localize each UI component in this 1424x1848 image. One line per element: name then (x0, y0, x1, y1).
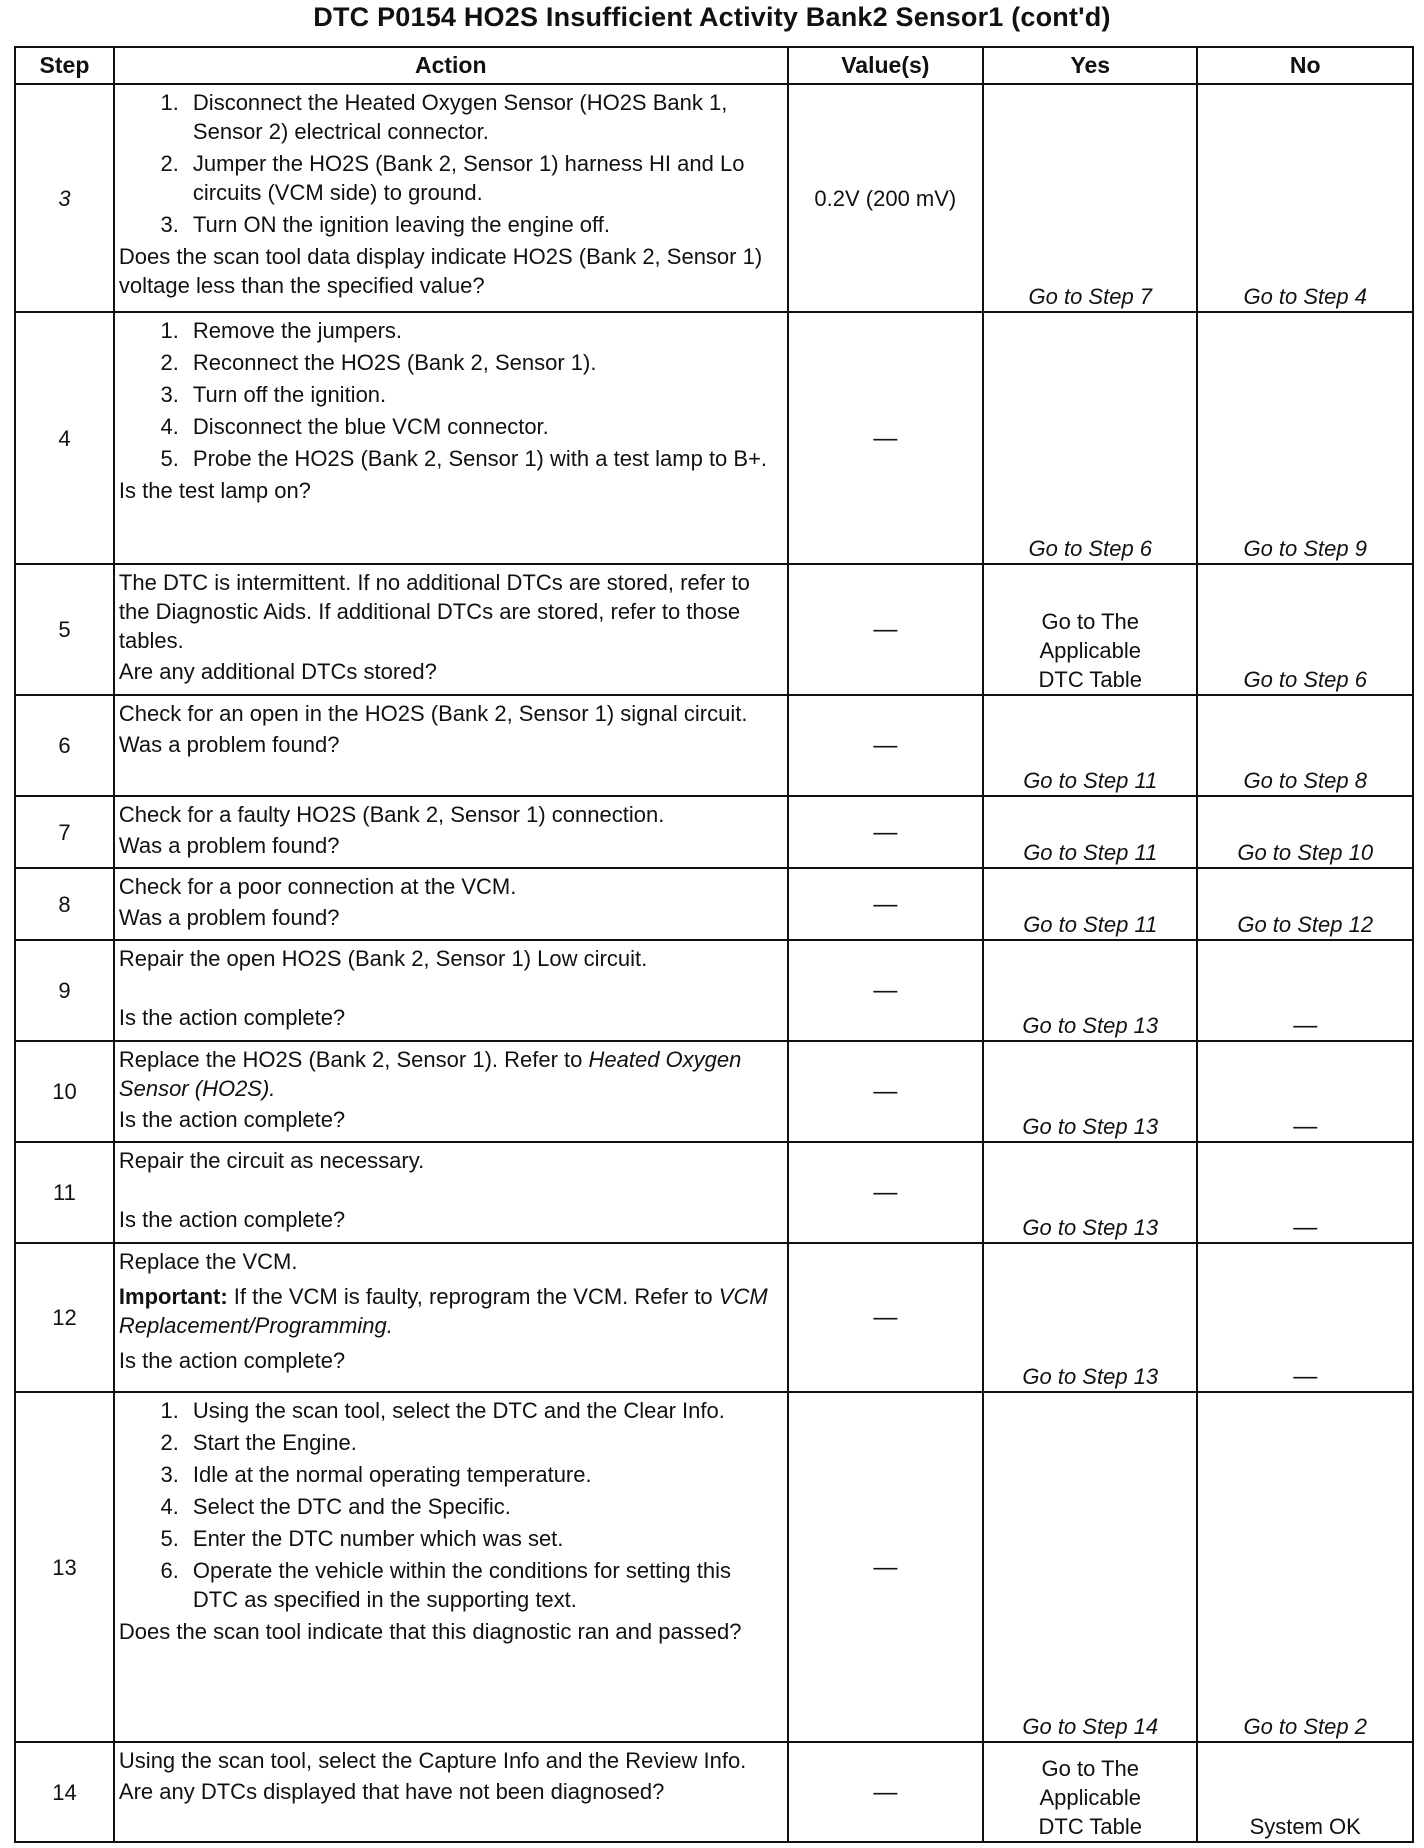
substep-list (119, 88, 779, 239)
table-row (15, 1392, 1413, 1742)
substep-list (119, 1396, 779, 1614)
action-cell (114, 940, 788, 1041)
empty-value-dash: — (873, 1078, 898, 1105)
step-number: 8 (15, 868, 114, 940)
action-text-part: Replace the HO2S (Bank 2, Sensor 1). Refer to (118, 1047, 589, 1072)
no-cell (1197, 1142, 1413, 1243)
header-no: No (1197, 47, 1413, 84)
value-cell (788, 1243, 984, 1392)
no-cell: Go to Step 8 (1197, 695, 1413, 796)
no-cell (1197, 940, 1413, 1041)
step-number: 11 (15, 1142, 114, 1243)
yes-line: Applicable (1039, 1785, 1142, 1810)
action-text: Check for a poor connection at the VCM. (118, 874, 517, 899)
action-text: Using the scan tool, select the Capture Info and the Review Info. (118, 1748, 747, 1773)
action-text: The DTC is intermittent. If no additional DTCs are stored, refer to the Diagnostic Aids. If additional DTCs are stored, refer to those tables. (118, 570, 750, 653)
substep: 2. Reconnect the HO2S (Bank 2, Sensor 1). (185, 348, 779, 377)
no-cell: Go to Step 12 (1197, 868, 1413, 940)
yes-cell: Go to Step 6 (983, 312, 1197, 564)
action-cell (114, 695, 788, 796)
action-text: Check for a faulty HO2S (Bank 2, Sensor 1) connection. (118, 802, 665, 827)
table-row (15, 1742, 1413, 1842)
action-cell (114, 796, 788, 868)
action-cell (114, 1742, 788, 1842)
empty-value-dash: — (873, 1304, 898, 1331)
yes-cell: Go to Step 11 (983, 796, 1197, 868)
no-cell: System OK (1197, 1742, 1413, 1842)
step-number: 10 (15, 1041, 114, 1142)
action-cell (114, 1243, 788, 1392)
empty-value-dash: — (873, 424, 898, 452)
yes-cell: Go to Step 13 (983, 1243, 1197, 1392)
yes-line: Go to The (1041, 609, 1139, 634)
action-question: Was a problem found? (118, 905, 340, 930)
manual-reference: Heated Oxygen Sensor (HO2S). (118, 1047, 742, 1101)
substep: 3. Turn ON the ignition leaving the engine off. (185, 210, 779, 239)
no-cell: Go to Step 6 (1197, 564, 1413, 695)
value-cell (788, 940, 984, 1041)
table-row (15, 1243, 1413, 1392)
action-cell (114, 564, 788, 695)
step-number: 14 (15, 1742, 114, 1842)
table-row (15, 940, 1413, 1041)
substep: 5. Probe the HO2S (Bank 2, Sensor 1) with a test lamp to B+. (185, 444, 779, 473)
diagnostic-table (14, 46, 1414, 1843)
substep: 1. Remove the jumpers. (185, 316, 779, 345)
action-cell (114, 84, 788, 312)
action-question: Is the action complete? (118, 1107, 346, 1132)
action-cell (114, 1041, 788, 1142)
value-cell (788, 1041, 984, 1142)
manual-reference: VCM Replacement/Programming. (118, 1284, 768, 1338)
action-text (119, 1045, 779, 1103)
yes-line: Go to The (1041, 1756, 1139, 1781)
empty-no-dash: — (1293, 1012, 1318, 1039)
yes-cell (983, 1742, 1197, 1842)
substep: 2. Jumper the HO2S (Bank 2, Sensor 1) harness HI and Lo circuits (VCM side) to ground. (185, 149, 779, 207)
substep: 3. Turn off the ignition. (185, 380, 779, 409)
value-cell (788, 868, 984, 940)
empty-value-dash: — (873, 818, 898, 846)
action-cell (114, 1392, 788, 1742)
yes-cell: Go to Step 11 (983, 868, 1197, 940)
important-label: Important: (118, 1284, 228, 1309)
important-note (119, 1282, 779, 1340)
action-question: Was a problem found? (118, 833, 340, 858)
step-number: 3 (15, 84, 114, 312)
no-cell: Go to Step 9 (1197, 312, 1413, 564)
yes-cell: Go to Step 11 (983, 695, 1197, 796)
yes-line: DTC Table (1038, 1814, 1143, 1839)
substep: 4. Select the DTC and the Specific. (185, 1492, 779, 1521)
empty-value-dash: — (873, 890, 898, 918)
step-number: 7 (15, 796, 114, 868)
header-action: Action (114, 47, 788, 84)
substep-list (119, 316, 779, 473)
header-yes: Yes (983, 47, 1197, 84)
substep: 1. Using the scan tool, select the DTC and the Clear Info. (185, 1396, 779, 1425)
step-number: 5 (15, 564, 114, 695)
action-text: Check for an open in the HO2S (Bank 2, Sensor 1) signal circuit. (118, 701, 748, 726)
action-text: Replace the VCM. (118, 1249, 298, 1274)
yes-line: Applicable (1039, 638, 1142, 663)
substep: 6. Operate the vehicle within the conditions for setting this DTC as specified in the supporting text. (185, 1556, 779, 1614)
action-question: Are any additional DTCs stored? (118, 659, 437, 684)
yes-line: DTC Table (1038, 667, 1143, 692)
action-question: Does the scan tool data display indicate HO2S (Bank 2, Sensor 1) voltage less than the specified value? (118, 244, 763, 298)
header-values: Value(s) (788, 47, 984, 84)
step-number: 13 (15, 1392, 114, 1742)
no-cell: Go to Step 2 (1197, 1392, 1413, 1742)
yes-cell: Go to Step 14 (983, 1392, 1197, 1742)
page-title: DTC P0154 HO2S Insufficient Activity Bank2 Sensor1 (cont'd) (313, 2, 1111, 32)
empty-value-dash: — (873, 616, 898, 643)
value-cell (788, 1142, 984, 1243)
step-number: 12 (15, 1243, 114, 1392)
empty-value-dash: — (873, 1179, 898, 1206)
no-cell (1197, 1243, 1413, 1392)
value-cell (788, 695, 984, 796)
empty-value-dash: — (873, 732, 898, 759)
value-cell (788, 312, 984, 564)
substep: 5. Enter the DTC number which was set. (185, 1524, 779, 1553)
yes-cell: Go to Step 13 (983, 940, 1197, 1041)
substep: 4. Disconnect the blue VCM connector. (185, 412, 779, 441)
table-row (15, 1041, 1413, 1142)
table-row (15, 1142, 1413, 1243)
value-cell (788, 564, 984, 695)
table-row (15, 796, 1413, 868)
action-question: Does the scan tool indicate that this diagnostic ran and passed? (118, 1619, 742, 1644)
step-number: 9 (15, 940, 114, 1041)
empty-value-dash: — (873, 977, 898, 1004)
yes-cell: Go to Step 13 (983, 1041, 1197, 1142)
value-cell: 0.2V (200 mV) (788, 84, 984, 312)
action-question: Is the action complete? (118, 1207, 346, 1232)
empty-value-dash: — (873, 1553, 898, 1581)
action-question: Is the action complete? (118, 1348, 346, 1373)
table-row (15, 312, 1413, 564)
action-question: Is the action complete? (118, 1005, 346, 1030)
action-cell (114, 868, 788, 940)
substep: 3. Idle at the normal operating temperature. (185, 1460, 779, 1489)
empty-no-dash: — (1293, 1113, 1318, 1140)
substep: 2. Start the Engine. (185, 1428, 779, 1457)
yes-cell: Go to Step 13 (983, 1142, 1197, 1243)
no-cell: Go to Step 4 (1197, 84, 1413, 312)
table-row (15, 84, 1413, 312)
yes-cell: Go to Step 7 (983, 84, 1197, 312)
step-number: 4 (15, 312, 114, 564)
action-text: Repair the open HO2S (Bank 2, Sensor 1) Low circuit. (118, 946, 648, 971)
action-cell (114, 312, 788, 564)
no-cell: Go to Step 10 (1197, 796, 1413, 868)
table-header-row (15, 47, 1413, 84)
action-question: Are any DTCs displayed that have not been diagnosed? (118, 1779, 665, 1804)
empty-value-dash: — (873, 1778, 898, 1806)
table-row (15, 868, 1413, 940)
header-step: Step (15, 47, 114, 84)
yes-cell (983, 564, 1197, 695)
action-cell (114, 1142, 788, 1243)
table-row (15, 564, 1413, 695)
important-text: If the VCM is faulty, reprogram the VCM. Refer to (227, 1284, 719, 1309)
value-cell (788, 1392, 984, 1742)
action-text: Repair the circuit as necessary. (118, 1148, 425, 1173)
no-cell (1197, 1041, 1413, 1142)
action-question: Was a problem found? (118, 732, 340, 757)
empty-no-dash: — (1293, 1214, 1318, 1241)
step-number: 6 (15, 695, 114, 796)
empty-no-dash: — (1293, 1363, 1318, 1390)
table-row (15, 695, 1413, 796)
substep: 1. Disconnect the Heated Oxygen Sensor (HO2S Bank 1, Sensor 2) electrical connector. (185, 88, 779, 146)
value-cell (788, 1742, 984, 1842)
action-question: Is the test lamp on? (118, 478, 311, 503)
value-cell (788, 796, 984, 868)
